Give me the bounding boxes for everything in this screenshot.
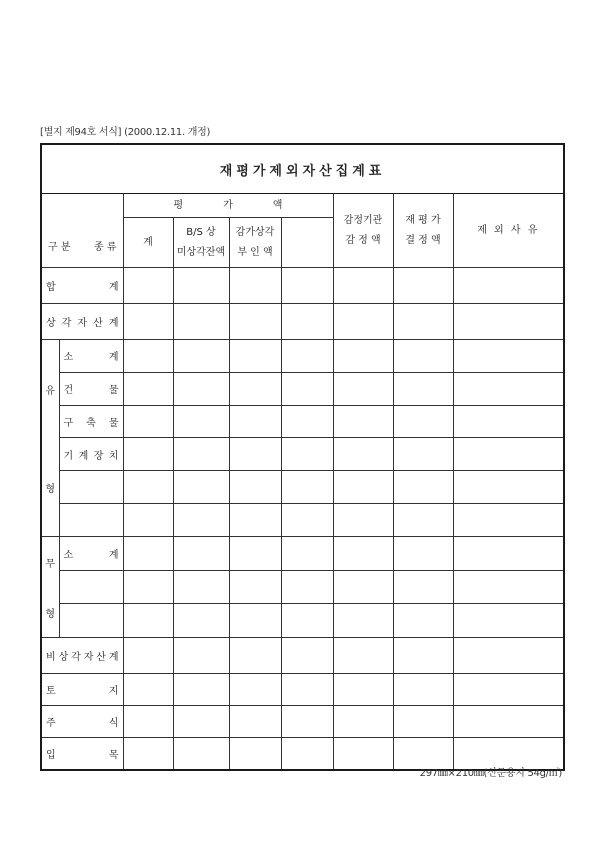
cell-mch-extra[interactable] [281, 438, 333, 471]
row-land-char-2: 지 [108, 686, 119, 697]
header-book-value-char-2: 가 [223, 199, 233, 211]
cell-ib1-appraisal[interactable] [333, 570, 393, 604]
revaluation-exclusion-form [40, 143, 565, 771]
cell-str-total[interactable] [123, 405, 173, 438]
cell-nd-reason[interactable] [453, 638, 564, 674]
row-label-forest [41, 738, 123, 770]
cell-tsub-dep[interactable] [229, 340, 281, 373]
cell-isub-revaluation[interactable] [393, 537, 453, 571]
row-label-intangible-blank-1[interactable] [59, 570, 123, 604]
row-building-char-1: 건 [63, 385, 74, 397]
cell-bld-bs[interactable] [173, 372, 229, 405]
row-nondep-char-1: 비 [46, 652, 56, 663]
cell-tsub-appraisal[interactable] [333, 340, 393, 373]
group-tangible-char-1: 유 [45, 385, 56, 397]
cell-str-appraisal[interactable] [333, 405, 393, 438]
cell-land-extra[interactable] [281, 674, 333, 706]
cell-tb1-total[interactable] [123, 471, 173, 504]
row-nondep-char-5: 산 [96, 652, 106, 663]
header-blank [281, 218, 333, 268]
header-bs-line1: B/S 상 [186, 226, 216, 238]
cell-tb1-revaluation[interactable] [393, 471, 453, 504]
cell-dep-reason[interactable] [453, 304, 564, 340]
row-nondep-char-3: 각 [71, 652, 81, 663]
group-label-intangible [41, 537, 59, 638]
cell-nd-revaluation[interactable] [393, 638, 453, 674]
cell-isub-total[interactable] [123, 537, 173, 571]
cell-sum-total[interactable] [123, 268, 173, 304]
cell-forest-bs[interactable] [173, 738, 229, 770]
cell-land-bs[interactable] [173, 674, 229, 706]
cell-bld-reason[interactable] [453, 372, 564, 405]
row-intangible-subtotal-char-1: 소 [63, 549, 74, 561]
cell-bld-revaluation[interactable] [393, 372, 453, 405]
cell-tb2-appraisal[interactable] [333, 504, 393, 537]
cell-land-dep[interactable] [229, 674, 281, 706]
cell-forest-appraisal[interactable] [333, 738, 393, 770]
row-machinery-char-1: 기 [63, 450, 74, 462]
cell-tb1-reason[interactable] [453, 471, 564, 504]
cell-mch-revaluation[interactable] [393, 438, 453, 471]
row-depreciable-char-5: 계 [108, 318, 119, 329]
header-category-type [41, 194, 123, 268]
cell-mch-appraisal[interactable] [333, 438, 393, 471]
row-label-intangible-blank-2[interactable] [59, 604, 123, 638]
cell-sum-bs[interactable] [173, 268, 229, 304]
cell-sum-dep[interactable] [229, 268, 281, 304]
cell-str-revaluation[interactable] [393, 405, 453, 438]
cell-tb2-reason[interactable] [453, 504, 564, 537]
header-appraisal-line1: 감정기관 [343, 214, 383, 226]
cell-tsub-revaluation[interactable] [393, 340, 453, 373]
cell-bld-extra[interactable] [281, 372, 333, 405]
group-label-tangible [41, 340, 59, 537]
cell-stock-dep[interactable] [229, 706, 281, 738]
cell-bld-appraisal[interactable] [333, 372, 393, 405]
cell-dep-total[interactable] [123, 304, 173, 340]
paper-size-note: 297㎜×210㎜(신문용지 54g/㎡) [419, 768, 562, 779]
header-reason: 제 외 사 유 [453, 194, 564, 268]
header-appraisal [333, 194, 393, 268]
cell-tb1-dep[interactable] [229, 471, 281, 504]
cell-ib2-dep[interactable] [229, 604, 281, 638]
header-appraisal-line2: 감 정 액 [345, 234, 381, 246]
cell-mch-dep[interactable] [229, 438, 281, 471]
cell-ib1-reason[interactable] [453, 570, 564, 604]
cell-mch-bs[interactable] [173, 438, 229, 471]
cell-land-appraisal[interactable] [333, 674, 393, 706]
cell-forest-total[interactable] [123, 738, 173, 770]
cell-dep-bs[interactable] [173, 304, 229, 340]
cell-ib1-dep[interactable] [229, 570, 281, 604]
row-stock-char-2: 식 [108, 718, 119, 729]
cell-land-revaluation[interactable] [393, 674, 453, 706]
cell-mch-total[interactable] [123, 438, 173, 471]
group-intangible-char-1: 무 [45, 558, 56, 570]
header-category: 구 분 [48, 242, 71, 253]
cell-str-extra[interactable] [281, 405, 333, 438]
row-forest-char-1: 입 [46, 749, 56, 761]
row-depreciable-char-2: 각 [61, 318, 72, 329]
row-machinery-char-3: 장 [93, 450, 104, 462]
header-revaluation-line1: 재 평 가 [405, 214, 441, 226]
row-label-non-depreciable [41, 638, 123, 674]
cell-stock-revaluation[interactable] [393, 706, 453, 738]
header-depreciation [229, 218, 281, 268]
cell-sum-reason[interactable] [453, 268, 564, 304]
cell-isub-dep[interactable] [229, 537, 281, 571]
header-depreciation-line1: 감가상각 [235, 226, 275, 238]
header-book-value [123, 194, 333, 218]
cell-bld-total[interactable] [123, 372, 173, 405]
cell-tb1-appraisal[interactable] [333, 471, 393, 504]
cell-dep-appraisal[interactable] [333, 304, 393, 340]
row-depreciable-char-1: 상 [46, 318, 56, 329]
row-forest-char-2: 목 [108, 749, 119, 761]
cell-nd-dep[interactable] [229, 638, 281, 674]
form-title-cell [41, 144, 564, 194]
header-total: 계 [123, 218, 173, 268]
cell-stock-reason[interactable] [453, 706, 564, 738]
cell-forest-extra[interactable] [281, 738, 333, 770]
row-building-char-2: 물 [108, 385, 119, 397]
cell-isub-reason[interactable] [453, 537, 564, 571]
cell-tsub-total[interactable] [123, 340, 173, 373]
cell-stock-extra[interactable] [281, 706, 333, 738]
row-machinery-char-2: 계 [78, 450, 89, 462]
cell-stock-total[interactable] [123, 706, 173, 738]
row-nondep-char-2: 상 [58, 652, 69, 663]
cell-tb2-revaluation[interactable] [393, 504, 453, 537]
cell-tb2-bs[interactable] [173, 504, 229, 537]
cell-stock-bs[interactable] [173, 706, 229, 738]
cell-isub-appraisal[interactable] [333, 537, 393, 571]
cell-forest-dep[interactable] [229, 738, 281, 770]
row-label-sum [41, 268, 123, 304]
cell-nd-bs[interactable] [173, 638, 229, 674]
row-tangible-subtotal-char-2: 계 [108, 352, 119, 364]
cell-ib2-appraisal[interactable] [333, 604, 393, 638]
cell-dep-dep[interactable] [229, 304, 281, 340]
header-book-value-char-3: 액 [272, 199, 283, 211]
cell-tb2-dep[interactable] [229, 504, 281, 537]
row-label-building [59, 372, 123, 405]
row-nondep-char-6: 계 [108, 652, 119, 663]
cell-str-bs[interactable] [173, 405, 229, 438]
row-depreciable-char-3: 자 [77, 318, 88, 329]
row-intangible-subtotal-char-2: 계 [108, 549, 119, 561]
cell-sum-extra[interactable] [281, 268, 333, 304]
header-depreciation-line2: 부 인 액 [237, 246, 273, 258]
cell-ib1-bs[interactable] [173, 570, 229, 604]
cell-tsub-reason[interactable] [453, 340, 564, 373]
cell-nd-extra[interactable] [281, 638, 333, 674]
cell-dep-extra[interactable] [281, 304, 333, 340]
row-stock-char-1: 주 [46, 718, 56, 729]
row-land-char-1: 토 [46, 686, 56, 697]
cell-mch-reason[interactable] [453, 438, 564, 471]
cell-str-reason[interactable] [453, 405, 564, 438]
cell-land-total[interactable] [123, 674, 173, 706]
header-bs-balance [173, 218, 229, 268]
cell-str-dep[interactable] [229, 405, 281, 438]
header-type: 종 류 [94, 242, 117, 253]
cell-isub-extra[interactable] [281, 537, 333, 571]
cell-bld-dep[interactable] [229, 372, 281, 405]
cell-ib2-reason[interactable] [453, 604, 564, 638]
cell-nd-appraisal[interactable] [333, 638, 393, 674]
cell-tb2-extra[interactable] [281, 504, 333, 537]
cell-ib1-total[interactable] [123, 570, 173, 604]
header-bs-line2: 미상각잔액 [176, 246, 226, 258]
row-label-machinery [59, 438, 123, 471]
cell-stock-appraisal[interactable] [333, 706, 393, 738]
cell-tb1-extra[interactable] [281, 471, 333, 504]
row-label-land [41, 674, 123, 706]
row-label-tangible-blank-1[interactable] [59, 471, 123, 504]
cell-land-reason[interactable] [453, 674, 564, 706]
cell-ib2-total[interactable] [123, 604, 173, 638]
row-nondep-char-4: 자 [83, 652, 94, 663]
cell-nd-total[interactable] [123, 638, 173, 674]
header-revaluation [393, 194, 453, 268]
cell-tsub-bs[interactable] [173, 340, 229, 373]
form-caption: [별지 제94호 서식] (2000.12.11. 개정) [40, 127, 211, 138]
row-label-depreciable [41, 304, 123, 340]
cell-ib2-bs[interactable] [173, 604, 229, 638]
cell-ib2-extra[interactable] [281, 604, 333, 638]
cell-ib2-revaluation[interactable] [393, 604, 453, 638]
cell-ib1-revaluation[interactable] [393, 570, 453, 604]
cell-tb1-bs[interactable] [173, 471, 229, 504]
row-label-stock [41, 706, 123, 738]
row-sum-char-2: 계 [108, 282, 119, 293]
row-label-intangible-subtotal [59, 537, 123, 571]
row-label-structure [59, 405, 123, 438]
row-depreciable-char-4: 산 [93, 318, 103, 329]
row-structure-char-1: 구 [63, 418, 74, 430]
group-intangible-char-2: 형 [45, 608, 56, 620]
cell-sum-appraisal[interactable] [333, 268, 393, 304]
cell-sum-revaluation[interactable] [393, 268, 453, 304]
row-label-tangible-subtotal [59, 340, 123, 373]
form-title: 재평가제외자산집계표 [219, 163, 386, 179]
row-structure-char-2: 축 [86, 418, 96, 430]
cell-isub-bs[interactable] [173, 537, 229, 571]
row-tangible-subtotal-char-1: 소 [63, 352, 74, 364]
row-sum-char-1: 합 [46, 282, 56, 293]
cell-tb2-total[interactable] [123, 504, 173, 537]
header-book-value-char-1: 평 [173, 199, 184, 211]
row-machinery-char-4: 치 [108, 450, 119, 462]
cell-tsub-extra[interactable] [281, 340, 333, 373]
row-label-tangible-blank-2[interactable] [59, 504, 123, 537]
group-tangible-char-2: 형 [45, 483, 56, 495]
header-revaluation-line2: 결 정 액 [405, 234, 441, 246]
row-structure-char-3: 물 [108, 418, 119, 430]
cell-dep-revaluation[interactable] [393, 304, 453, 340]
cell-ib1-extra[interactable] [281, 570, 333, 604]
